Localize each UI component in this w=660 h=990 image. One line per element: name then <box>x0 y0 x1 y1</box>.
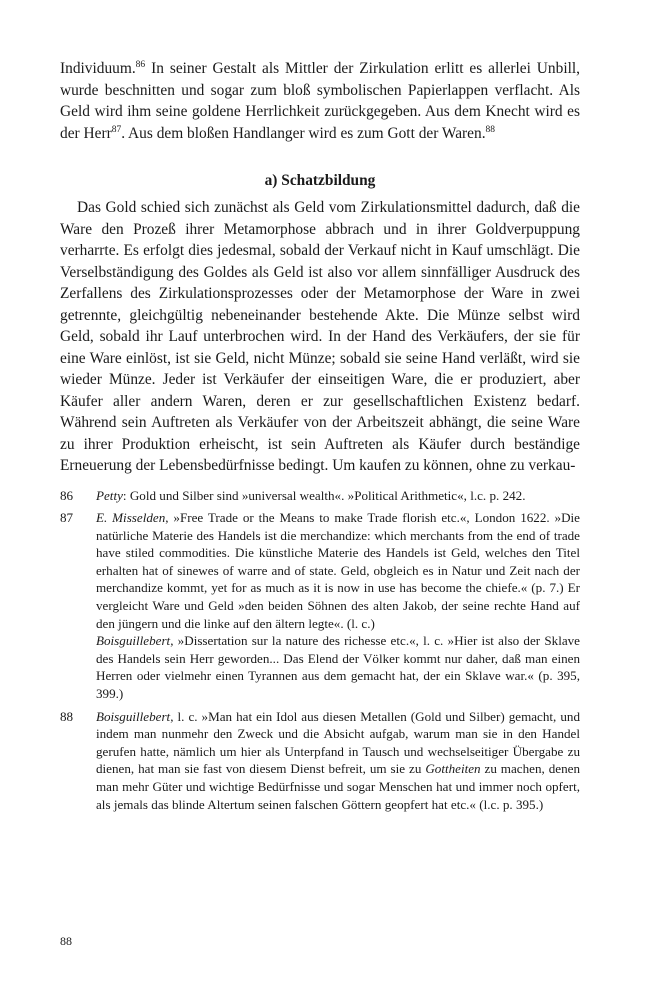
footnote-author: Petty <box>96 487 123 503</box>
body-text <box>60 58 580 477</box>
footnote-ref-87: 87 <box>111 124 122 135</box>
footnote-text: : Gold und Silber sind »universal wealth«. »Political Arithmetic«, l.c. p. 242. <box>122 487 526 503</box>
footnote-text: , »Free Trade or the Means to make Trade florish etc.«, London 1622. »Die natürliche Materie des Handels ist die merchandize: which merchants from the end of trade have stiled commodities. Die künstliche Materie des Handels ist Geld, welches den Titel erhalten hat of sinewes of warre and of state. Geld, obgleich es in Natur und Zeit nach der merchandize kommt, yet for as much as it is now in use has become the chiefe.« (p. 7.) Er vergleicht Ware und Geld »den beiden Söhnen des alten Jakob, der seine rechte Hand auf den jüngern und die linke auf den ältern legte«. (l. c.) <box>96 510 580 631</box>
footnote-87 <box>60 509 580 703</box>
footnote-emphasis: Gottheiten <box>425 761 481 777</box>
footnote-text-2: , »Dissertation sur la nature des richesse etc.«, l. c. »Hier ist also der Sklave des Handels sein Herr geworden... Das Elend der Völker kommt nur daher, daß man einen Herren oder vielmehr einen Tyrannen aus dem gemacht hat, der ein Sklave war.« (p. 395, 399.) <box>96 633 580 702</box>
footnote-number: 86 <box>60 487 74 503</box>
intro-text-3: . Aus dem bloßen Handlanger wird es zum Gott der Waren. <box>121 124 486 142</box>
footnote-text: , l. c. »Man hat ein Idol aus diesen Metallen (Gold und Silber) gemacht, und indem man nunmehr den Zweck und die Absicht aufgab, warum man sie in den Handel gerufen hatte, nämlich um hier als Unterpfand in Tausch und wechselseitiger Übergabe zu dienen, hat man sie fast von diesem Dienst befreit, um sie zu <box>96 708 580 777</box>
footnote-88 <box>60 708 580 814</box>
footnote-86 <box>60 487 580 505</box>
footnote-author-2: Boisguillebert <box>96 633 171 649</box>
intro-paragraph <box>60 58 580 144</box>
section-paragraph: Das Gold schied sich zunächst als Geld vom Zirkulationsmittel dadurch, daß die Ware den Prozeß ihrer Metamorphose abbrach und in ihrer Goldverpuppung verharrte. Es erfolgt dies jedesmal, sobald der Verkauf nicht in Kauf umschlägt. Die Verselbständigung des Goldes als Geld ist also vor allem sinnfälliger Ausdruck des Zerfallens des Zirkulationsprozesses oder der Metamorphose der Ware in zwei getrennte, gleichgültig nebeneinander bestehende Akte. Die Münze selbst wird Geld, sobald ihr Lauf unterbrochen wird. In der Hand des Verkäufers, der sie für eine Ware einlöst, ist sie Geld, nicht Münze; sobald sie seine Hand verläßt, wird sie wieder Münze. Jeder ist Verkäufer der einseitigen Ware, die er produziert, aber Käufer aller andern Waren, deren er zur gesellschaftlichen Existenz bedarf. Während sein Auftreten als Verkäufer von der Arbeitszeit abhängt, die seine Ware zu ihrer Produktion erheischt, ist sein Auftreten als Käufer durch beständige Erneuerung der Lebensbedürfnisse bedingt. Um kaufen zu können, ohne zu verkau- <box>60 199 580 474</box>
footnote-author: Boisguillebert <box>96 708 171 724</box>
intro-text-1: Individuum. <box>60 60 136 77</box>
footnote-author: E. Misselden <box>96 510 166 526</box>
footnote-body <box>96 487 580 505</box>
footnotes <box>60 487 580 814</box>
footnote-ref-88: 88 <box>485 124 496 135</box>
footnote-number: 88 <box>60 708 74 724</box>
page-number: 88 <box>60 934 72 948</box>
footnote-part <box>96 509 580 632</box>
footnote-number: 87 <box>60 510 74 526</box>
footnote-ref-86: 86 <box>135 60 146 70</box>
footnote-body <box>96 509 580 703</box>
footnote-text-b: zu machen, denen man mehr Güter und wichtige Bedürfnisse und sogar Menschen hat und immer noch opfert, als jemals das blinde Altertum seinen falschen Göttern geopfert hat etc.« (l.c. p. 395.) <box>96 761 580 812</box>
section-heading: a) Schatzbildung <box>264 172 376 189</box>
intro-text-2: In seiner Gestalt als Mittler der Zirkulation erlitt es allerlei Unbill, wurde beschnitten und sogar zum bloß symbolischen Papierlappen verflacht. Als Geld wird ihm seine goldene Herrlichkeit zurückgegeben. Aus dem Knecht wird es der Herr <box>60 60 580 142</box>
page-content <box>60 58 580 818</box>
footnote-part <box>96 632 580 702</box>
footnote-body <box>96 708 580 814</box>
